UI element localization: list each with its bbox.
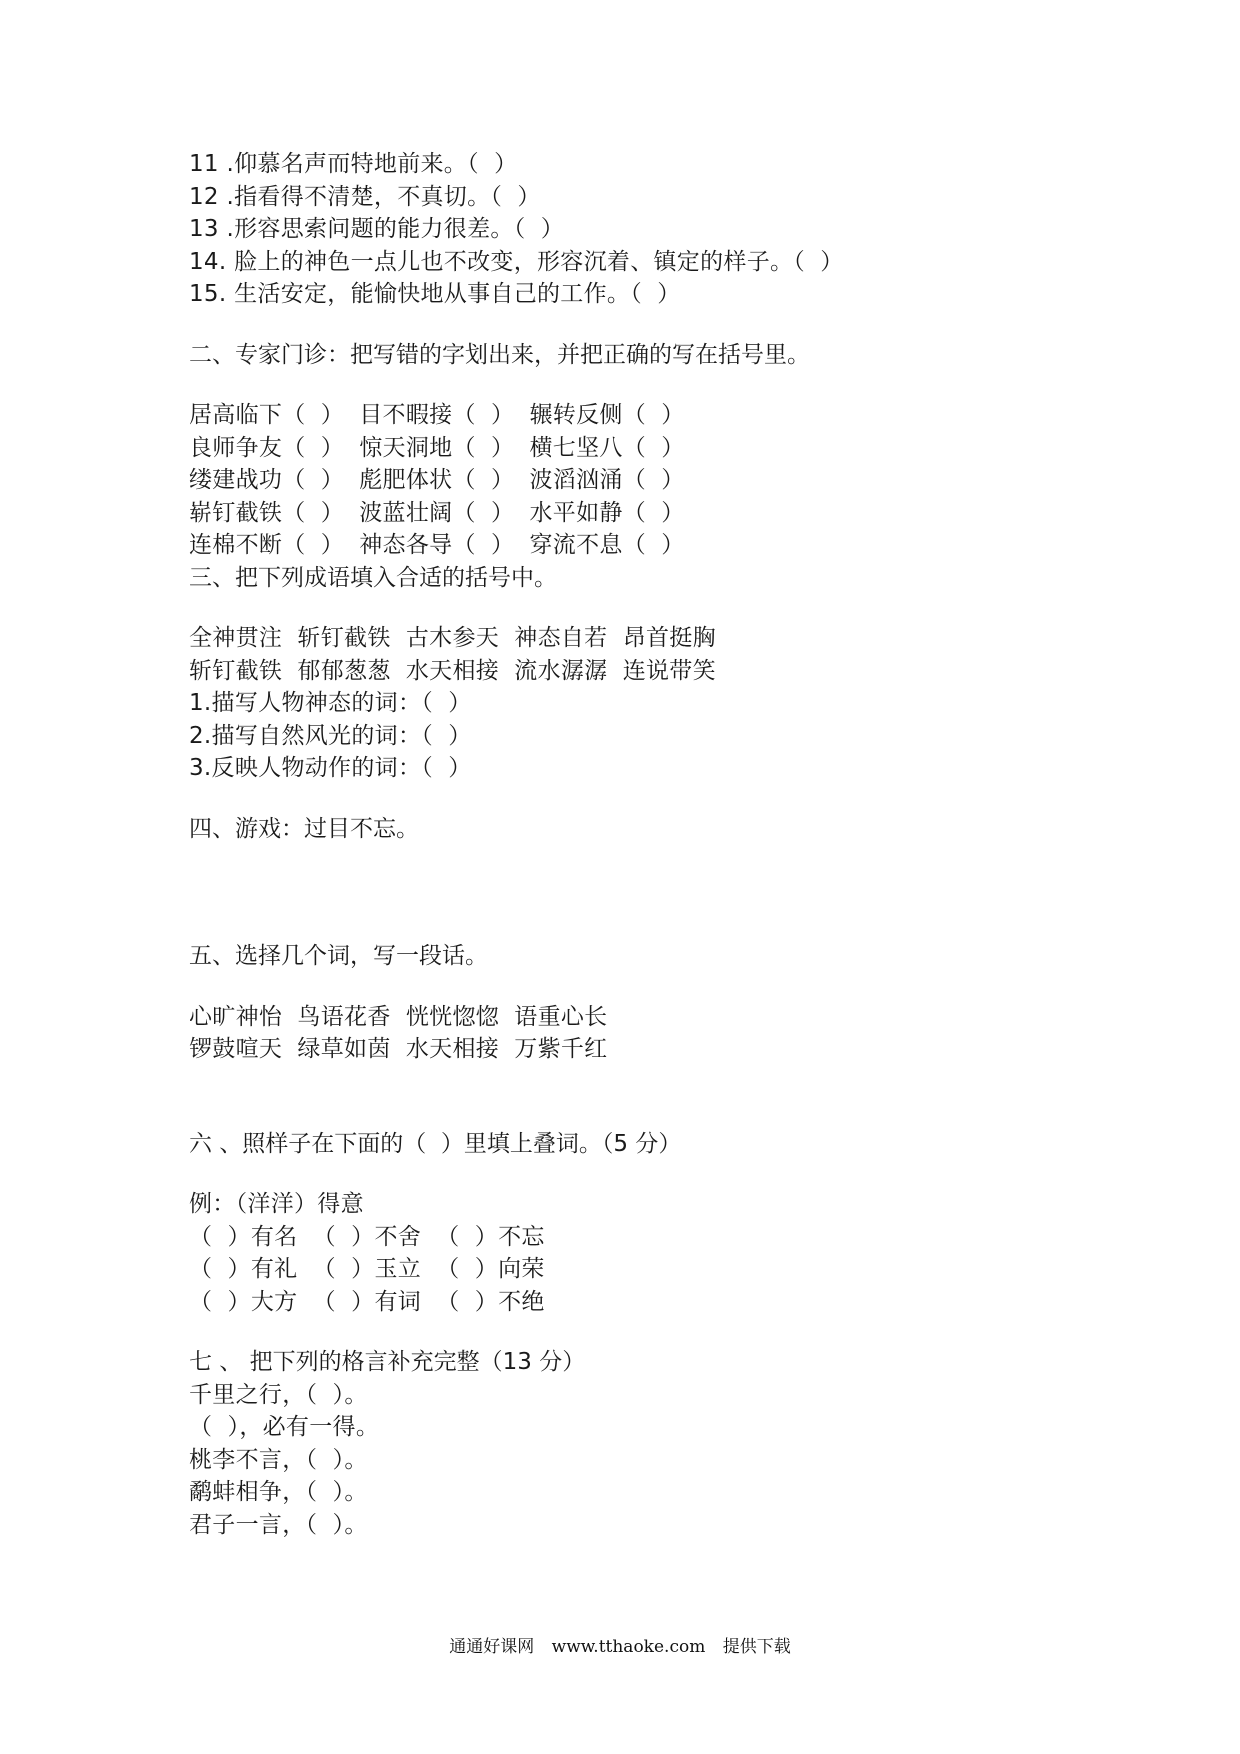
question-item: 3.反映人物动作的词：（ ） [189,755,472,781]
question-item: 1.描写人物神态的词：（ ） [189,690,472,716]
proverb-row: （ ），必有一得。 [189,1414,380,1440]
question-item: 2.描写自然风光的词：（ ） [189,722,472,749]
question-item: 12 .指看得不清楚，不真切。（ ） [189,183,541,210]
section6-heading: 六 、照样子在下面的（ ）里填上叠词。（5 分） [189,1130,682,1157]
question-item: 13 .形容思索问题的能力很差。（ ） [189,216,565,242]
section3-questions [189,687,1149,785]
fill-row: （ ）大方 （ ）有词 （ ）不绝 [189,1288,545,1315]
page-footer [0,1632,1240,1657]
section2-rows [189,399,1149,562]
footer-site-name: 通通好课网 [449,1637,535,1657]
fill-row: （ ）有礼 （ ）玉立 （ ）向荣 [189,1256,545,1282]
idiom-row: 连棉不断（ ） 神态各导（ ） 穿流不息（ ） [189,532,685,558]
question-item: 15. 生活安定，能愉快地从事自己的工作。（ ） [189,281,681,307]
section7-rows [189,1379,1149,1542]
idiom-row: 缕建战功（ ） 彪肥体状（ ） 波滔汹涌（ ） [189,467,685,493]
idiom-row: 良师争友（ ） 惊天洞地（ ） 横七坚八（ ） [189,434,685,461]
section3-heading: 三、把下列成语填入合适的括号中。 [189,564,557,591]
idiom-row: 崭钉截铁（ ） 波蓝壮阔（ ） 水平如静（ ） [189,499,685,526]
footer-url[interactable]: www.tthaoke.com [551,1637,706,1657]
question-item: 11 .仰慕名声而特地前来。（ ） [189,151,518,177]
proverb-row: 鹬蚌相争，（ ）。 [189,1479,368,1505]
proverb-row: 君子一言，（ ）。 [189,1511,368,1538]
proverb-row: 桃李不言，（ ）。 [189,1446,368,1473]
section7-heading: 七 、 把下列的格言补充完整（13 分） [189,1349,586,1375]
section6-rows [189,1221,1149,1319]
section4-heading: 四、游戏：过目不忘。 [189,815,419,842]
word-row: 心旷神怡 鸟语花香 恍恍惚惚 语重心长 [189,1003,608,1030]
section5-heading: 五、选择几个词，写一段话。 [189,943,488,969]
word-row: 斩钉截铁 郁郁葱葱 水天相接 流水潺潺 连说带笑 [189,657,716,684]
section6-example: 例：（洋洋）得意 [189,1191,364,1217]
worksheet-content [189,148,1149,1541]
section2-heading: 二、专家门诊：把写错的字划出来，并把正确的写在括号里。 [189,341,810,368]
proverb-row: 千里之行，（ ）。 [189,1381,368,1408]
fill-row: （ ）有名 （ ）不舍 （ ）不忘 [189,1223,545,1250]
word-row: 锣鼓喧天 绿草如茵 水天相接 万紫千红 [189,1036,608,1062]
word-row: 全神贯注 斩钉截铁 古木参天 神态自若 昂首挺胸 [189,625,716,651]
idiom-row: 居高临下（ ） 目不暇接（ ） 辗转反侧（ ） [189,402,685,428]
section5-words [189,1001,1149,1066]
section3-words [189,622,1149,687]
question-item: 14. 脸上的神色一点儿也不改变，形容沉着、镇定的样子。（ ） [189,248,844,275]
footer-suffix: 提供下载 [722,1637,791,1657]
section1-list [189,148,1149,311]
